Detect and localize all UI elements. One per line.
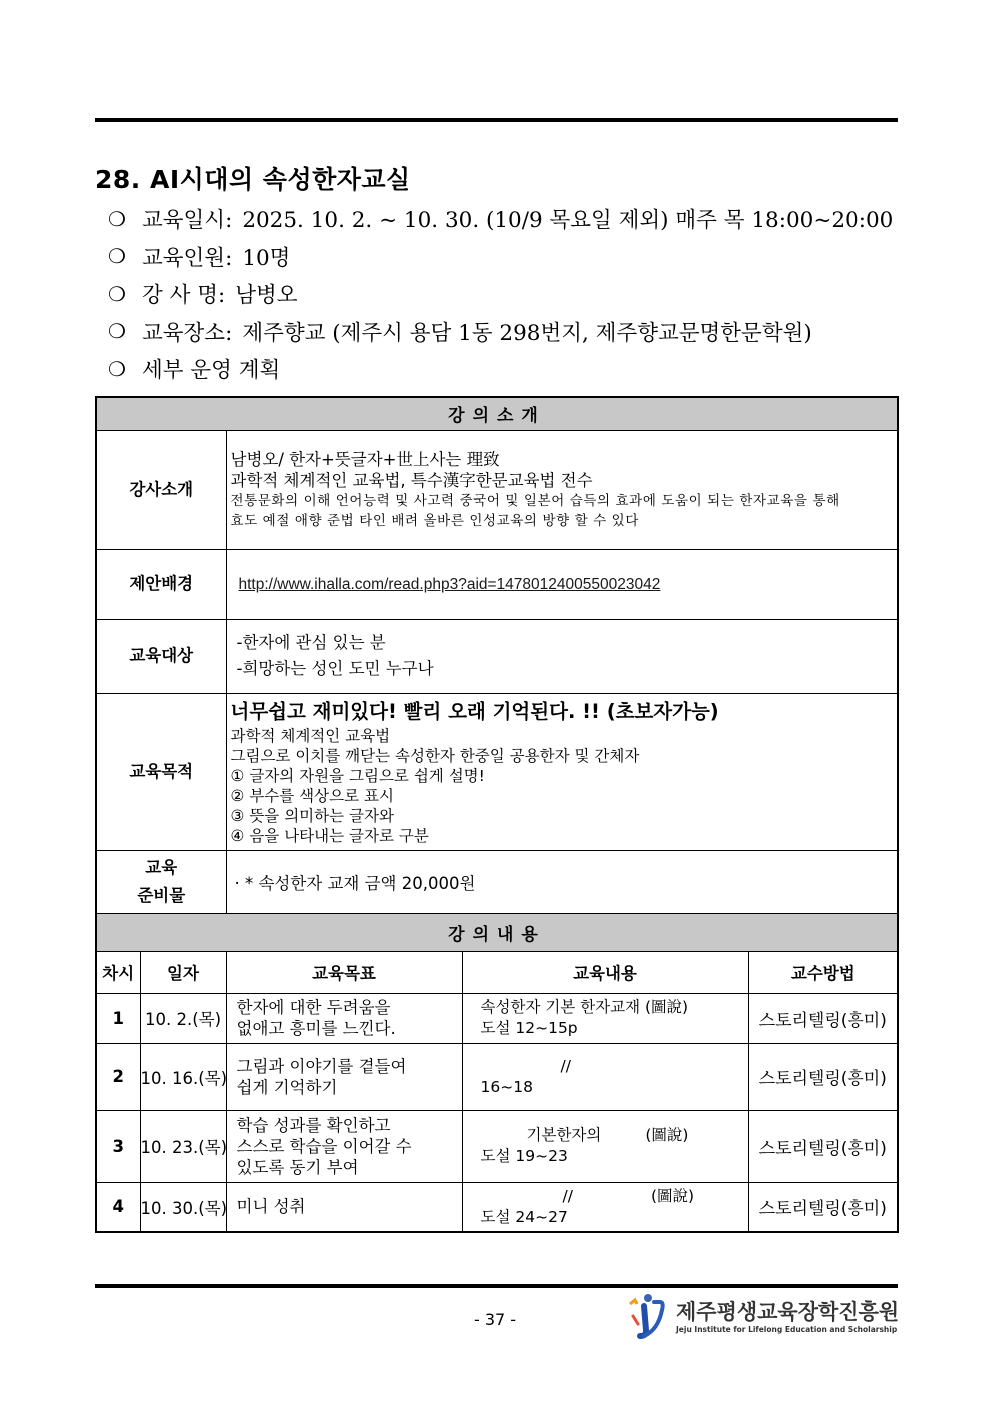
purpose-label: 교육목적 bbox=[96, 693, 226, 850]
intro-header: 강의소개 bbox=[96, 397, 898, 430]
session-date: 10. 30.(목) bbox=[140, 1182, 226, 1232]
column-header-row bbox=[96, 951, 898, 993]
col-header-session: 차시 bbox=[96, 951, 140, 993]
lectures-header-row bbox=[96, 913, 898, 951]
bullet-instructor bbox=[108, 275, 908, 313]
lectures-header: 강의내용 bbox=[96, 913, 898, 951]
table-row bbox=[96, 993, 898, 1043]
target-label: 교육대상 bbox=[96, 619, 226, 693]
logo-name: 제주평생교육장학진흥원 bbox=[676, 1300, 900, 1324]
bullet-capacity bbox=[108, 238, 908, 276]
purpose-headline: 너무쉽고 재미있다! 빨리 오래 기억된다. !! (초보자가능) bbox=[230, 699, 719, 723]
table-row bbox=[96, 1043, 898, 1110]
bullet-value: 2025. 10. 2. ~ 10. 30. (10/9 목요일 제외) 매주 목 18:00~20:00 bbox=[242, 208, 894, 234]
logo-subtitle: Jeju Institute for Lifelong Education and Scholarship bbox=[676, 1325, 898, 1334]
goal-line: 그림과 이야기를 곁들여 bbox=[236, 1056, 407, 1076]
purpose-line: 과학적 체계적인 교육법 bbox=[230, 726, 391, 745]
session-content bbox=[462, 1182, 748, 1232]
top-rule bbox=[95, 118, 898, 122]
bullet-location bbox=[108, 313, 908, 351]
col-header-content: 교육내용 bbox=[462, 951, 748, 993]
bullet-schedule bbox=[108, 200, 908, 238]
content-line: 도설 12~15p bbox=[480, 1019, 578, 1037]
course-table bbox=[95, 396, 899, 1233]
bullet-value: 제주향교 (제주시 용담 1동 298번지, 제주향교문명한문학원) bbox=[242, 320, 812, 346]
content-line: 속성한자 기본 한자교재 (圖說) bbox=[480, 998, 689, 1016]
content-line: 기본한자의 bbox=[526, 1126, 602, 1144]
session-number: 3 bbox=[96, 1110, 140, 1182]
circle-bullet-icon: ❍ bbox=[108, 356, 126, 381]
materials-label-line: 교육 bbox=[145, 857, 178, 877]
goal-line: 학습 성과를 확인하고 bbox=[236, 1115, 391, 1135]
section-title: 28. AI시대의 속성한자교실 bbox=[95, 165, 411, 194]
bullet-label: 강 사 명: bbox=[142, 283, 226, 309]
session-method: 스토리텔링(흥미) bbox=[748, 993, 898, 1043]
instructor-label: 강사소개 bbox=[96, 430, 226, 549]
bullet-value: 10명 bbox=[242, 245, 291, 271]
article-link[interactable]: http://www.ihalla.com/read.php3?aid=1478012400550023042 bbox=[238, 576, 661, 593]
content-line: 도설 19~23 bbox=[480, 1147, 568, 1165]
intro-header-row bbox=[96, 397, 898, 430]
purpose-line: ④ 음을 나타내는 글자로 구분 bbox=[230, 826, 429, 845]
bullet-label: 교육장소: bbox=[142, 320, 233, 346]
goal-line: 없애고 흥미를 느낀다. bbox=[236, 1019, 396, 1038]
goal-line: 미니 성취 bbox=[236, 1197, 306, 1217]
content-line: // bbox=[562, 1186, 573, 1205]
purpose-line: 그림으로 이치를 깨닫는 속성한자 한중일 공용한자 및 간체자 bbox=[230, 746, 640, 765]
circle-bullet-icon: ❍ bbox=[108, 206, 126, 231]
session-content bbox=[462, 993, 748, 1043]
bullet-label: 교육인원: bbox=[142, 245, 233, 271]
instructor-line: 효도 예절 애향 준법 타인 배려 올바른 인성교육의 방향 할 수 있다 bbox=[230, 512, 639, 529]
bullet-plan bbox=[108, 350, 908, 388]
instructor-row bbox=[96, 430, 898, 549]
purpose-line: ① 글자의 자원을 그림으로 쉽게 설명! bbox=[230, 766, 485, 785]
materials-text: · * 속성한자 교재 금액 20,000원 bbox=[234, 873, 476, 893]
instructor-line: 남병오/ 한자+뜻글자+世上사는 理致 bbox=[230, 449, 500, 469]
purpose-cell bbox=[226, 693, 898, 850]
circle-bullet-icon: ❍ bbox=[108, 281, 126, 306]
session-number: 2 bbox=[96, 1043, 140, 1110]
materials-row bbox=[96, 850, 898, 913]
col-header-goal: 교육목표 bbox=[226, 951, 462, 993]
table-row bbox=[96, 1182, 898, 1232]
session-content bbox=[462, 1043, 748, 1110]
content-line-group bbox=[481, 1125, 730, 1146]
background-label: 제안배경 bbox=[96, 549, 226, 619]
session-goal bbox=[226, 1110, 462, 1182]
goal-line: 스스로 학습을 이어갈 수 bbox=[236, 1136, 412, 1156]
background-cell bbox=[226, 549, 898, 619]
content-line-group bbox=[481, 1186, 730, 1207]
target-line: -한자에 관심 있는 분 bbox=[236, 633, 386, 652]
col-header-method: 교수방법 bbox=[748, 951, 898, 993]
bullet-label: 교육일시: bbox=[142, 208, 233, 234]
bullet-list bbox=[108, 200, 908, 388]
content-line: (圖說) bbox=[650, 1186, 695, 1205]
purpose-line: ② 부수를 색상으로 표시 bbox=[230, 786, 394, 805]
background-row bbox=[96, 549, 898, 619]
session-method: 스토리텔링(흥미) bbox=[748, 1043, 898, 1110]
col-header-date: 일자 bbox=[140, 951, 226, 993]
goal-line: 쉽게 기억하기 bbox=[236, 1077, 338, 1097]
table-row bbox=[96, 1110, 898, 1182]
session-number: 1 bbox=[96, 993, 140, 1043]
content-line: (圖說) bbox=[645, 1126, 689, 1144]
session-goal bbox=[226, 993, 462, 1043]
target-row bbox=[96, 619, 898, 693]
circle-bullet-icon: ❍ bbox=[108, 244, 126, 269]
session-date: 10. 16.(목) bbox=[140, 1043, 226, 1110]
goal-line: 한자에 대한 두려움을 bbox=[236, 998, 391, 1017]
materials-label-line: 준비물 bbox=[137, 885, 186, 905]
session-goal bbox=[226, 1182, 462, 1232]
bottom-rule bbox=[95, 1284, 898, 1288]
session-content bbox=[462, 1110, 748, 1182]
instructor-cell bbox=[226, 430, 898, 549]
session-number: 4 bbox=[96, 1182, 140, 1232]
purpose-line: ③ 뜻을 의미하는 글자와 bbox=[230, 806, 394, 825]
session-date: 10. 23.(목) bbox=[140, 1110, 226, 1182]
content-line: // bbox=[560, 1056, 571, 1075]
session-date: 10. 2.(목) bbox=[140, 993, 226, 1043]
session-method: 스토리텔링(흥미) bbox=[748, 1182, 898, 1232]
instructor-line: 과학적 체계적인 교육법, 특수漢字한문교육법 전수 bbox=[230, 470, 593, 490]
content-line: 도설 24~27 bbox=[480, 1207, 568, 1226]
target-line: -희망하는 성인 도민 누구나 bbox=[236, 659, 434, 678]
target-cell bbox=[226, 619, 898, 693]
session-goal bbox=[226, 1043, 462, 1110]
content-line: 16~18 bbox=[480, 1077, 533, 1096]
session-method: 스토리텔링(흥미) bbox=[748, 1110, 898, 1182]
page-number: - 37 - bbox=[473, 1310, 517, 1329]
purpose-row bbox=[96, 693, 898, 850]
materials-label bbox=[96, 850, 226, 913]
goal-line: 있도록 동기 부여 bbox=[236, 1157, 359, 1177]
bullet-value: 남병오 bbox=[235, 283, 298, 309]
materials-cell bbox=[226, 850, 898, 913]
instructor-line: 전통문화의 이해 언어능력 및 사고력 중국어 및 일본어 습득의 효과에 도움이 되는 한자교육을 통해 bbox=[230, 492, 840, 509]
bullet-label: 세부 운영 계획 bbox=[142, 358, 281, 384]
circle-bullet-icon: ❍ bbox=[108, 319, 126, 344]
